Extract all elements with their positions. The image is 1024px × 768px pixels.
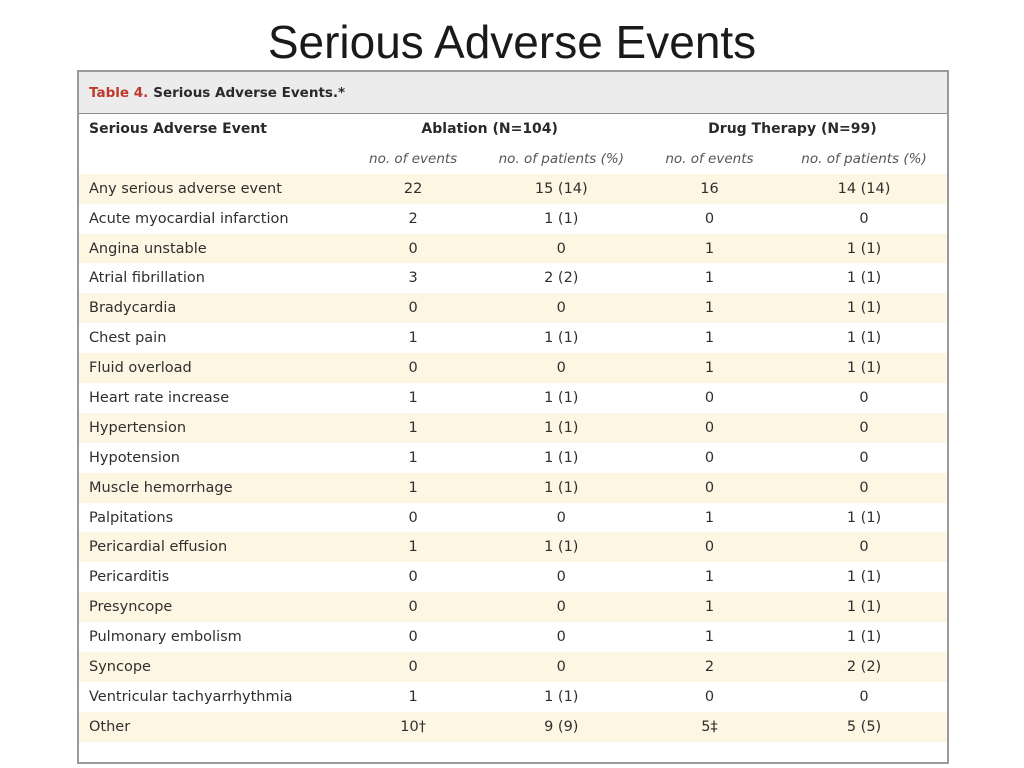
- table-caption-label: Table 4.: [89, 84, 149, 101]
- table-row: [79, 652, 947, 682]
- event-name-cell: Muscle hemorrhage: [79, 473, 342, 503]
- event-name-cell: Pulmonary embolism: [89, 629, 242, 646]
- adverse-events-table-frame: [77, 70, 949, 764]
- drug-patients-cell: 1 (1): [846, 270, 882, 287]
- event-name-cell: Heart rate increase: [89, 389, 230, 406]
- ablation-patients-cell: 1 (1): [544, 210, 579, 227]
- table-row: [79, 712, 947, 742]
- drug-events-cell: 0: [638, 413, 781, 443]
- event-name-cell: Any serious adverse event: [79, 174, 342, 204]
- ablation-events-cell: 3: [408, 270, 418, 287]
- table-body: [79, 174, 947, 742]
- ablation-events-cell: 1: [342, 532, 485, 562]
- drug-patients-cell: 0: [781, 532, 947, 562]
- subheader-ablation-patients: no. of patients (%): [498, 150, 624, 167]
- drug-events-cell: 0: [704, 449, 715, 466]
- table-row: [79, 592, 947, 622]
- table-subheader-row: [79, 144, 947, 174]
- table-row: [79, 622, 947, 652]
- ablation-patients-cell: 1 (1): [544, 688, 579, 705]
- table-row: [79, 263, 947, 293]
- column-header-event: Serious Adverse Event: [89, 120, 268, 137]
- table-row: [79, 682, 947, 712]
- drug-patients-cell: 0: [859, 210, 869, 227]
- drug-patients-cell: 1 (1): [846, 569, 882, 586]
- ablation-events-cell: 0: [342, 353, 485, 383]
- ablation-patients-cell: 0: [556, 629, 566, 646]
- event-name-cell: Atrial fibrillation: [89, 270, 205, 287]
- ablation-patients-cell: 0: [485, 652, 638, 682]
- drug-events-cell: 0: [638, 473, 781, 503]
- drug-events-cell: 1: [638, 353, 781, 383]
- drug-patients-cell: 1 (1): [781, 592, 947, 622]
- event-name-cell: Syncope: [79, 652, 342, 682]
- event-name-cell: Other: [79, 712, 342, 742]
- table-row: [79, 503, 947, 533]
- drug-events-cell: 1: [704, 569, 715, 586]
- table-row: [79, 413, 947, 443]
- ablation-patients-cell: 1 (1): [485, 473, 638, 503]
- ablation-patients-cell: 1 (1): [485, 532, 638, 562]
- table-row: [79, 174, 947, 204]
- ablation-events-cell: 0: [342, 234, 485, 264]
- column-group-ablation: Ablation (N=104): [421, 120, 558, 137]
- event-name-cell: Chest pain: [89, 330, 167, 347]
- ablation-events-cell: 0: [408, 509, 418, 526]
- ablation-events-cell: 0: [342, 652, 485, 682]
- ablation-patients-cell: 0: [485, 353, 638, 383]
- drug-patients-cell: 2 (2): [781, 652, 947, 682]
- drug-events-cell: 5‡: [638, 712, 781, 742]
- table-row: [79, 293, 947, 323]
- drug-patients-cell: 5 (5): [781, 712, 947, 742]
- event-name-cell: Presyncope: [79, 592, 342, 622]
- ablation-patients-cell: 1 (1): [544, 389, 579, 406]
- table-row: [79, 234, 947, 264]
- subheader-empty: [79, 144, 342, 174]
- ablation-events-cell: 1: [408, 330, 418, 347]
- drug-events-cell: 1: [638, 293, 781, 323]
- ablation-patients-cell: 1 (1): [544, 449, 579, 466]
- drug-patients-cell: 0: [859, 389, 869, 406]
- table-row: [79, 532, 947, 562]
- subheader-ablation-events: no. of events: [369, 150, 458, 167]
- table-caption: [79, 72, 947, 114]
- table-group-header-row: [79, 114, 947, 144]
- drug-patients-cell: 0: [859, 688, 869, 705]
- drug-events-cell: 0: [704, 688, 715, 705]
- drug-patients-cell: 0: [781, 473, 947, 503]
- ablation-events-cell: 10†: [342, 712, 485, 742]
- ablation-events-cell: 0: [342, 592, 485, 622]
- ablation-patients-cell: 0: [556, 569, 566, 586]
- drug-events-cell: 0: [638, 532, 781, 562]
- ablation-events-cell: 0: [408, 569, 418, 586]
- drug-patients-cell: 0: [781, 413, 947, 443]
- drug-patients-cell: 0: [859, 449, 869, 466]
- drug-events-cell: 1: [638, 592, 781, 622]
- subheader-drug-events: no. of events: [665, 150, 754, 167]
- drug-events-cell: 16: [638, 174, 781, 204]
- event-name-cell: Fluid overload: [79, 353, 342, 383]
- ablation-events-cell: 1: [408, 449, 418, 466]
- table-row: [79, 443, 947, 473]
- table-row: [79, 353, 947, 383]
- adverse-events-table: [79, 114, 947, 742]
- drug-events-cell: 0: [704, 389, 715, 406]
- event-name-cell: Acute myocardial infarction: [89, 210, 289, 227]
- ablation-events-cell: 1: [342, 413, 485, 443]
- drug-events-cell: 1: [638, 234, 781, 264]
- drug-events-cell: 2: [638, 652, 781, 682]
- drug-patients-cell: 1 (1): [846, 330, 882, 347]
- table-caption-text: Serious Adverse Events.*: [153, 84, 346, 101]
- ablation-patients-cell: 15 (14): [485, 174, 638, 204]
- ablation-events-cell: 1: [408, 389, 418, 406]
- ablation-patients-cell: 0: [485, 293, 638, 323]
- ablation-patients-cell: 0: [485, 592, 638, 622]
- column-group-drug-therapy: Drug Therapy (N=99): [708, 120, 877, 137]
- table-row: [79, 323, 947, 353]
- ablation-events-cell: 22: [342, 174, 485, 204]
- ablation-events-cell: 1: [408, 688, 418, 705]
- slide-title: Serious Adverse Events: [267, 16, 757, 68]
- ablation-patients-cell: 1 (1): [485, 413, 638, 443]
- drug-events-cell: 1: [704, 270, 715, 287]
- event-name-cell: Pericarditis: [89, 569, 170, 586]
- ablation-patients-cell: 0: [556, 509, 566, 526]
- ablation-events-cell: 2: [408, 210, 418, 227]
- drug-events-cell: 1: [704, 330, 715, 347]
- event-name-cell: Pericardial effusion: [79, 532, 342, 562]
- table-row: [79, 562, 947, 592]
- drug-events-cell: 1: [704, 629, 715, 646]
- ablation-patients-cell: 0: [485, 234, 638, 264]
- table-row: [79, 473, 947, 503]
- event-name-cell: Palpitations: [89, 509, 174, 526]
- drug-patients-cell: 1 (1): [781, 353, 947, 383]
- drug-patients-cell: 1 (1): [781, 234, 947, 264]
- ablation-patients-cell: 1 (1): [544, 330, 579, 347]
- event-name-cell: Angina unstable: [79, 234, 342, 264]
- drug-events-cell: 1: [704, 509, 715, 526]
- table-row: [79, 204, 947, 234]
- ablation-patients-cell: 2 (2): [544, 270, 579, 287]
- drug-patients-cell: 14 (14): [781, 174, 947, 204]
- event-name-cell: Hypotension: [89, 449, 181, 466]
- drug-patients-cell: 1 (1): [781, 293, 947, 323]
- ablation-events-cell: 1: [342, 473, 485, 503]
- drug-patients-cell: 1 (1): [846, 629, 882, 646]
- subheader-drug-patients: no. of patients (%): [801, 150, 927, 167]
- event-name-cell: Bradycardia: [79, 293, 342, 323]
- event-name-cell: Ventricular tachyarrhythmia: [89, 688, 293, 705]
- drug-events-cell: 0: [704, 210, 715, 227]
- ablation-patients-cell: 9 (9): [485, 712, 638, 742]
- drug-patients-cell: 1 (1): [846, 509, 882, 526]
- event-name-cell: Hypertension: [79, 413, 342, 443]
- ablation-events-cell: 0: [408, 629, 418, 646]
- ablation-events-cell: 0: [342, 293, 485, 323]
- table-row: [79, 383, 947, 413]
